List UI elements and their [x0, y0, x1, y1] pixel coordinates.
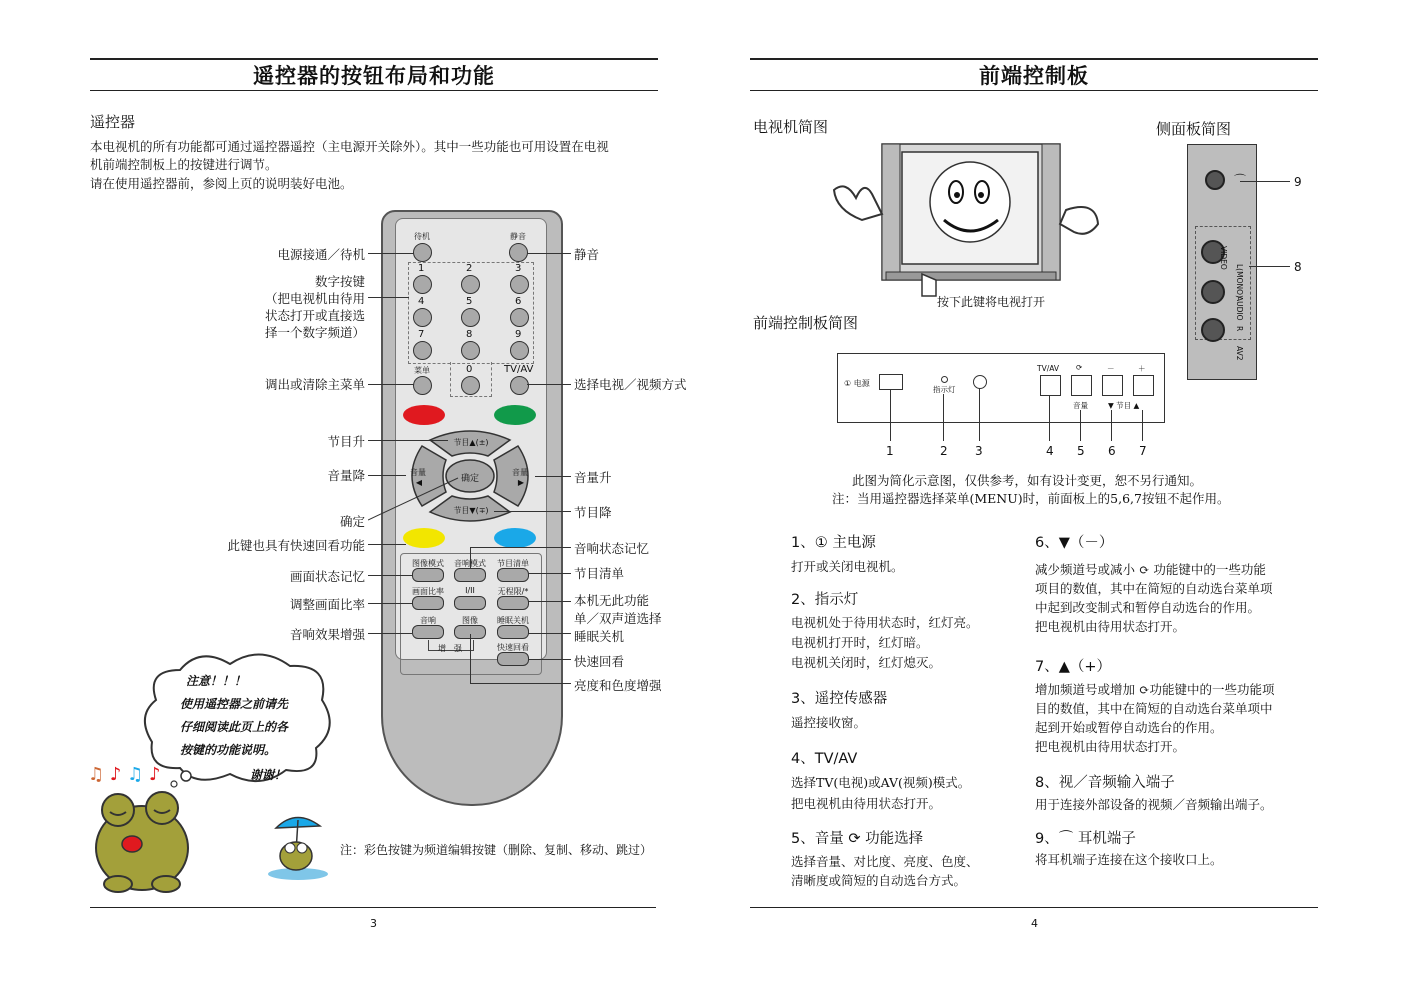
leader-power: [368, 253, 414, 254]
label-power-standby: 电源接通／待机: [277, 247, 365, 262]
fp-minus-label: －: [1107, 364, 1115, 373]
no-function-label: 无程限/*: [497, 587, 529, 596]
fp-remote-sensor: [973, 375, 987, 389]
label-vol-up: 音量升: [574, 470, 612, 485]
sleep-timer-label: 睡眠关机: [497, 616, 529, 625]
leader-picture-memory: [368, 575, 412, 576]
fp-minus-button[interactable]: [1102, 375, 1123, 396]
vol-down-button[interactable]: 音量: [410, 468, 426, 477]
leader-program-list: [528, 573, 571, 574]
bubble-line-4: 按键的功能说明。: [180, 743, 277, 757]
item-2-line-1: 电视机处于待用状态时，红灯亮。: [791, 615, 979, 630]
leader-mute: [527, 253, 571, 254]
item-2-title: 2、指示灯: [791, 592, 859, 608]
digit-8-label: 8: [466, 329, 473, 340]
item-6-title: 6、▼（－）: [1035, 535, 1114, 551]
fp-number-7: 7: [1139, 444, 1147, 458]
no-function-button[interactable]: [497, 596, 529, 610]
leader-prog-up: [368, 440, 448, 441]
picture-enhance-label: 图像: [462, 616, 478, 625]
digit-1-button[interactable]: [413, 275, 432, 294]
item-5-title: 5、音量 ⟳ 功能选择: [791, 831, 924, 847]
leader-ok: [368, 476, 460, 522]
picture-mode-button[interactable]: [412, 568, 444, 582]
digit-5-label: 5: [466, 296, 473, 307]
quick-recall-label: 快速回看: [497, 643, 529, 652]
fp-leader-6: [1111, 410, 1112, 441]
tv-power-caption: 按下此键将电视打开: [937, 295, 1046, 309]
leader-quick-recall: [528, 659, 571, 660]
bottom-rule-left: [90, 907, 656, 908]
fp-power-button[interactable]: [879, 374, 903, 390]
item-7-line-2: 目的数值，其中在简短的自动选台菜单项中: [1035, 701, 1273, 716]
digit-3-label: 3: [515, 263, 522, 274]
tv-sketch-illustration: [826, 140, 1106, 300]
fp-plus-button[interactable]: [1133, 375, 1154, 396]
page-number-left: 3: [370, 917, 377, 930]
green-button[interactable]: [494, 405, 536, 425]
digit-8-button[interactable]: [461, 341, 480, 360]
title-rule-right: [750, 90, 1318, 91]
fp-leader-7: [1142, 410, 1143, 441]
side-number-9: 9: [1294, 175, 1302, 189]
intro-line-1: 本电视机的所有功能都可通过遥控器遥控（主电源开关除外）。其中一些功能也可用设置在电视: [90, 139, 609, 154]
digit-2-button[interactable]: [461, 275, 480, 294]
music-notes-icon: ♫ ♪ ♫ ♪: [88, 764, 161, 785]
color-key-note: 注：彩色按键为频道编辑按键（删除、复制、移动、跳过）: [340, 843, 653, 857]
fp-indicator-label: 指示灯: [933, 385, 956, 394]
label-picture-memory: 画面状态记忆: [289, 569, 365, 584]
digit-0-button[interactable]: [461, 376, 480, 395]
bubble-line-1: 注意！！！: [186, 674, 247, 688]
bubble-line-2: 使用遥控器之前请先: [180, 697, 289, 711]
side-jack-video-label: VIDEO: [1219, 246, 1228, 270]
fp-tvav-label: TV/AV: [1037, 364, 1060, 373]
fp-plus-label: ＋: [1138, 364, 1146, 373]
fp-leader-1: [890, 389, 891, 441]
page-number-right: 4: [1031, 917, 1038, 930]
digit-3-button[interactable]: [510, 275, 529, 294]
item-3-line-1: 遥控接收窗。: [791, 715, 867, 730]
side-jack-av2-label: AV2: [1235, 346, 1244, 361]
enhance-label: 增 强: [438, 644, 462, 653]
tvav-button-label: TV/AV: [504, 364, 534, 375]
fp-number-6: 6: [1108, 444, 1116, 458]
leader-sound-memory-v: [470, 547, 471, 569]
fp-number-3: 3: [975, 444, 983, 458]
panel-note-2: 注：当用遥控器选择菜单(MENU)时，前面板上的5,6,7按钮不起作用。: [832, 491, 1230, 506]
item-2-line-2: 电视机打开时，红灯暗。: [791, 635, 929, 650]
item-3-title: 3、遥控传感器: [791, 691, 888, 707]
aspect-ratio-button[interactable]: [412, 596, 444, 610]
panel-note-1: 此图为简化示意图，仅供参考，如有设计变更，恕不另行通知。: [852, 473, 1203, 488]
fp-leader-5: [1080, 410, 1081, 441]
fp-leader-2: [943, 394, 944, 441]
label-mute: 静音: [574, 247, 600, 262]
leader-vol-up: [535, 476, 571, 477]
leader-digits: [368, 297, 409, 298]
fp-prog-label: ▼ 节目 ▲: [1108, 401, 1140, 410]
fp-number-5: 5: [1077, 444, 1085, 458]
leader-brightness: [470, 683, 571, 684]
vol-up-button[interactable]: 音量: [512, 468, 528, 477]
page-title-right: 前端控制板: [979, 64, 1089, 88]
front-panel-heading: 前端控制板简图: [753, 314, 859, 332]
item-6-line-2: 项目的数值，其中在简短的自动选台菜单项: [1035, 581, 1273, 596]
headphone-icon: ⌒: [1234, 173, 1247, 187]
item-7-line-1: 增加频道号或增加 ⟳功能键中的一些功能项: [1035, 682, 1275, 697]
digit-1-label: 1: [418, 263, 425, 274]
label-vol-down: 音量降: [327, 468, 365, 483]
program-list-label: 节目清单: [497, 559, 529, 568]
item-1-line-1: 打开或关闭电视机。: [791, 559, 904, 574]
digit-9-label: 9: [515, 329, 522, 340]
quick-recall-button[interactable]: [497, 652, 529, 666]
label-tvav: 选择电视／视频方式: [574, 377, 687, 392]
sound-mode-label: 音响模式: [454, 559, 486, 568]
leader-side-9: [1240, 181, 1290, 182]
section-heading-remote: 遥控器: [90, 113, 136, 131]
label-mono-1: 本机无此功能: [574, 593, 650, 608]
fp-function-icon: ⟳: [1076, 363, 1083, 372]
sound-mode-button[interactable]: [454, 568, 486, 582]
digit-6-button[interactable]: [510, 308, 529, 327]
item-5-line-2: 清晰度或简短的自动选台方式。: [791, 873, 967, 888]
fp-volume-label: 音量: [1073, 401, 1088, 410]
leader-menu: [368, 384, 414, 385]
item-8-line-1: 用于连接外部设备的视频／音频输出端子。: [1035, 797, 1273, 812]
intro-line-3: 请在使用遥控器前，参阅上页的说明装好电池。: [90, 176, 353, 191]
label-digit-3: 状态打开或直接选: [264, 308, 365, 323]
ok-button[interactable]: 确定: [460, 474, 479, 484]
label-digit-4: 择一个数字频道）: [264, 325, 365, 340]
leader-sound-enhance: [368, 633, 412, 634]
label-prog-up: 节目升: [327, 434, 365, 449]
digit-5-button[interactable]: [461, 308, 480, 327]
leader-prog-down: [494, 511, 571, 512]
leader-brightness-v: [470, 634, 471, 683]
leader-tvav: [527, 384, 571, 385]
fp-volume-button[interactable]: [1071, 375, 1092, 396]
item-8-title: 8、视／音频输入端子: [1035, 775, 1175, 791]
label-sleep: 睡眠关机: [574, 629, 625, 644]
menu-button[interactable]: [413, 376, 432, 395]
fp-tvav-button[interactable]: [1040, 375, 1061, 396]
fp-leader-4: [1049, 395, 1050, 441]
item-6-line-1: 减少频道号或减小 ⟳ 功能键中的一些功能: [1035, 562, 1266, 577]
umbrella-frog-illustration: [266, 812, 330, 882]
fp-leader-3: [979, 388, 980, 441]
item-9-line-1: 将耳机端子连接在这个接收口上。: [1035, 852, 1223, 867]
blue-button[interactable]: [494, 528, 536, 548]
label-program-list: 节目清单: [574, 566, 625, 581]
fp-indicator-led: [941, 376, 948, 383]
label-digit-1: 数字按键: [314, 274, 365, 289]
item-5-line-1: 选择音量、对比度、亮度、色度、: [791, 854, 979, 869]
digit-9-button[interactable]: [510, 341, 529, 360]
yellow-button[interactable]: [403, 528, 445, 548]
digit-7-label: 7: [418, 329, 425, 340]
tvav-button[interactable]: [510, 376, 529, 395]
item-6-line-3: 中起到改变制式和暂停自动选台的作用。: [1035, 600, 1261, 615]
side-number-8: 8: [1294, 260, 1302, 274]
label-sound-memory: 音响状态记忆: [574, 541, 650, 556]
label-sound-enhance: 音响效果增强: [289, 627, 365, 642]
title-rule-left: [90, 90, 658, 91]
item-4-line-1: 选择TV(电视)或AV(视频)模式。: [791, 775, 971, 790]
fp-number-4: 4: [1046, 444, 1054, 458]
vol-right-arrow-icon: ▶: [517, 478, 525, 487]
item-7-title: 7、▲（+）: [1035, 659, 1112, 675]
label-aspect: 调整画面比率: [289, 597, 365, 612]
leader-sound-memory: [470, 547, 571, 548]
aspect-ratio-label: 画面比率: [412, 587, 444, 596]
label-menu: 调出或清除主菜单: [264, 377, 365, 392]
label-quick-recall: 快速回看: [574, 654, 625, 669]
fp-power-label: ① 电源: [844, 379, 870, 388]
leader-aspect: [368, 603, 412, 604]
program-list-button[interactable]: [497, 568, 529, 582]
intro-line-2: 机前端控制板上的按键进行调节。: [90, 157, 278, 172]
red-button[interactable]: [403, 405, 445, 425]
leader-sleep: [528, 633, 571, 634]
item-7-line-4: 把电视机由待用状态打开。: [1035, 739, 1186, 754]
headphone-jack: [1205, 170, 1225, 190]
fp-number-2: 2: [940, 444, 948, 458]
digit-0-label: 0: [466, 364, 473, 375]
tv-sketch-heading: 电视机简图: [753, 118, 829, 136]
leader-side-8: [1249, 266, 1290, 267]
item-1-title: 1、① 主电源: [791, 535, 876, 551]
item-9-title: 9、⌒ 耳机端子: [1035, 831, 1136, 847]
side-panel-heading: 侧面板简图: [1156, 120, 1232, 138]
item-2-line-3: 电视机关闭时，红灯熄灭。: [791, 655, 942, 670]
vol-left-arrow-icon: ◀: [415, 478, 423, 487]
digit-4-label: 4: [418, 296, 425, 307]
bubble-line-3: 仔细阅读此页上的各: [180, 720, 289, 734]
prog-down-button[interactable]: 节目▼(∓): [453, 506, 489, 515]
page-title-left: 遥控器的按钮布局和功能: [253, 64, 495, 88]
mute-button[interactable]: [509, 243, 528, 262]
mono-stereo-button[interactable]: [454, 596, 486, 610]
digit-7-button[interactable]: [413, 341, 432, 360]
label-prog-down: 节目降: [574, 505, 612, 520]
menu-button-label: 菜单: [414, 366, 430, 375]
audio-left-jack: [1201, 280, 1225, 304]
audio-right-jack: [1201, 318, 1225, 342]
item-4-line-2: 把电视机由待用状态打开。: [791, 796, 942, 811]
label-yellow-key: 此键也具有快速回看功能: [227, 538, 365, 553]
picture-mode-label: 图像模式: [412, 559, 444, 568]
digit-2-label: 2: [466, 263, 473, 274]
leader-yellow: [368, 544, 406, 545]
sound-enhance-button[interactable]: [412, 625, 444, 639]
item-6-line-4: 把电视机由待用状态打开。: [1035, 619, 1186, 634]
sleep-timer-button[interactable]: [497, 625, 529, 639]
label-brightness: 亮度和色度增强: [574, 678, 662, 693]
singing-frog-illustration: [92, 788, 202, 898]
mute-button-label: 静音: [510, 232, 526, 241]
sound-enhance-label: 音响: [420, 616, 436, 625]
mono-stereo-label: I/II: [465, 586, 475, 595]
label-digit-2: （把电视机由待用: [264, 291, 365, 306]
digit-4-button[interactable]: [413, 308, 432, 327]
digit-6-label: 6: [515, 296, 522, 307]
label-mono-2: 单／双声道选择: [574, 611, 662, 626]
item-7-line-3: 起到开始或暂停自动选台的作用。: [1035, 720, 1223, 735]
standby-button[interactable]: [413, 243, 432, 262]
bubble-line-5: 谢谢！: [250, 768, 287, 782]
side-jack-audio-label: AUDIO: [1235, 296, 1244, 321]
leader-mono: [528, 601, 571, 602]
label-ok: 确定: [339, 514, 365, 529]
side-jack-lmono-label: L(MONO): [1235, 264, 1244, 298]
item-4-title: 4、TV/AV: [791, 751, 858, 767]
fp-number-1: 1: [886, 444, 894, 458]
side-jack-r-label: R: [1235, 326, 1244, 332]
standby-button-label: 待机: [414, 232, 430, 241]
prog-up-button[interactable]: 节目▲(±): [453, 438, 489, 447]
bottom-rule-right: [750, 907, 1318, 908]
